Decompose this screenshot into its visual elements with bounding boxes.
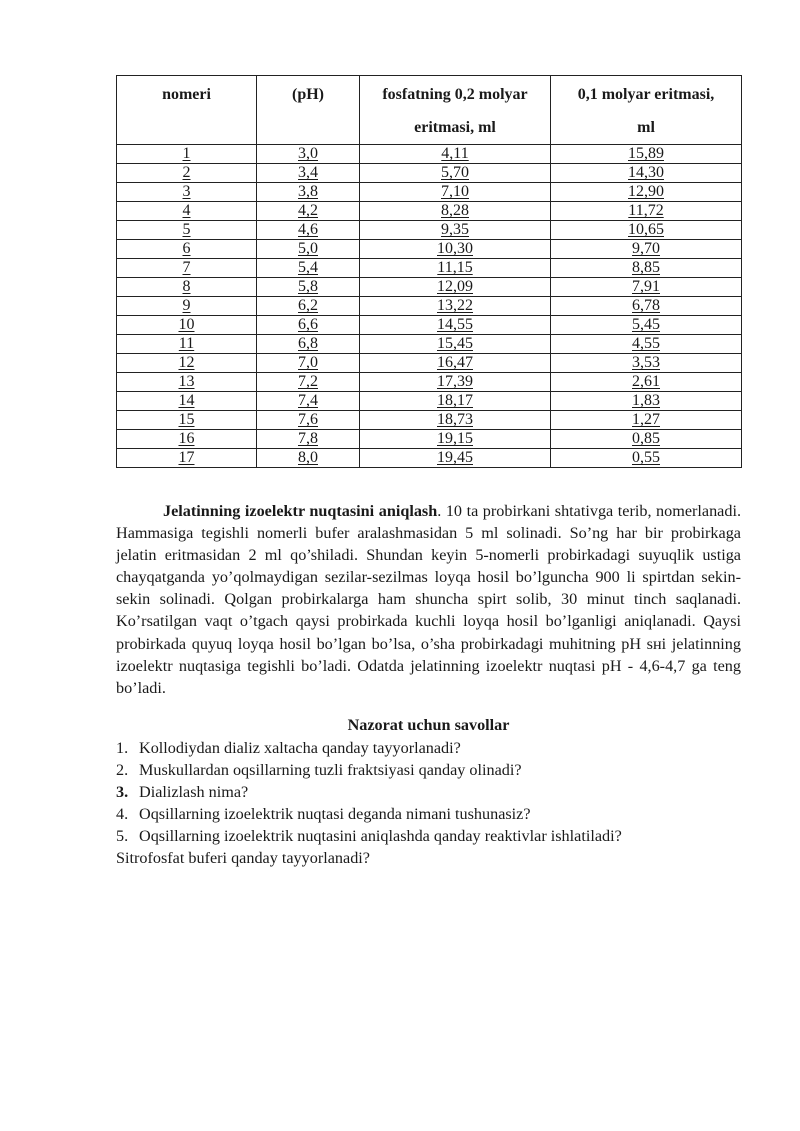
cell-ph: 7,8 [257,430,360,449]
method-text: . 10 ta probirkani shtativga terib, nomerlanadi. Hammasiga tegishli nomerli bufer aralashmasidan 5 ml solinadi. So’ng har bir probirkaga jelatin eritmasidan 2 ml qo’shiladi. Shundan keyin 5-nomerli probirkadagi suyuqlik ustiga chayqatganda yo’qolmaydigan sezilar-sezilmas loyqa hosil bo’lguncha 900 li spirtdan sekin-sekin solinadi. Qolgan probirkalarga ham shuncha spirt solib, 30 minut tinch saqlanadi. Ko’rsatilgan vaqt o’tgach qaysi probirkada kuchli loyqa hosil bo’lganligi aniqlanadi. Qaysi probirkada quyuq loyqa hosil bo’lgan bo’lsa, o’sha probirkadagi muhitning pH sнi jelatinning izoelektr nuqtasiga tegishli bo’ladi. Odatda jelatinning izoelektr nuqtasi pH - 4,6-4,7 ga teng bo’ladi. [116,502,741,697]
cell-ph: 6,2 [257,297,360,316]
question-text: Kollodiydan dializ xaltacha qanday tayyorlanadi? [139,739,461,757]
table-row [117,392,742,411]
cell-number: 16 [117,430,257,449]
table-row [117,430,742,449]
question-number: 5. [116,827,129,846]
cell-phosphate-ml: 12,09 [360,278,551,297]
question-item [116,803,741,825]
cell-phosphate-ml: 18,73 [360,411,551,430]
cell-citric-ml: 14,30 [551,164,742,183]
cell-citric-ml: 7,91 [551,278,742,297]
cell-phosphate-ml: 8,28 [360,202,551,221]
cell-ph: 6,8 [257,335,360,354]
cell-number: 7 [117,259,257,278]
cell-ph: 8,0 [257,449,360,468]
cell-ph: 7,4 [257,392,360,411]
cell-citric-ml: 0,55 [551,449,742,468]
cell-ph: 4,2 [257,202,360,221]
cell-phosphate-ml: 10,30 [360,240,551,259]
cell-number: 13 [117,373,257,392]
cell-citric-ml: 6,78 [551,297,742,316]
question-text: Muskullardan oqsillarning tuzli fraktsiyasi qanday olinadi? [139,761,522,780]
cell-phosphate-ml: 15,45 [360,335,551,354]
cell-phosphate-ml: 7,10 [360,183,551,202]
cell-number: 12 [117,354,257,373]
cell-phosphate-ml: 19,15 [360,430,551,449]
table-body [117,145,742,468]
question-number: 3. [116,783,129,802]
cell-ph: 7,6 [257,411,360,430]
cell-citric-ml: 11,72 [551,202,742,221]
cell-citric-ml: 5,45 [551,316,742,335]
cell-ph: 7,0 [257,354,360,373]
cell-phosphate-ml: 13,22 [360,297,551,316]
cell-number: 4 [117,202,257,221]
cell-ph: 3,4 [257,164,360,183]
questions-title: Nazorat uchun savollar [347,716,510,734]
question-number: 4. [116,805,129,824]
cell-citric-ml: 1,27 [551,411,742,430]
question-item [116,781,741,803]
cell-ph: 5,0 [257,240,360,259]
table-row [117,373,742,392]
cell-number: 1 [117,145,257,164]
cell-phosphate-ml: 19,45 [360,449,551,468]
cell-phosphate-ml: 9,35 [360,221,551,240]
table-row [117,354,742,373]
table-row [117,297,742,316]
question-text: Dializlash nima? [139,783,249,802]
cell-citric-ml: 4,55 [551,335,742,354]
cell-ph: 3,8 [257,183,360,202]
cell-citric-ml: 12,90 [551,183,742,202]
cell-ph: 6,6 [257,316,360,335]
cell-citric-ml: 9,70 [551,240,742,259]
cell-phosphate-ml: 11,15 [360,259,551,278]
table-row [117,316,742,335]
method-heading: Jelatinning izoelektr nuqtasini aniqlash [163,502,438,520]
header-phosphate: fosfatning 0,2 molyar eritmasi, ml [360,76,551,145]
question-item [116,847,741,869]
cell-number: 5 [117,221,257,240]
cell-number: 2 [117,164,257,183]
table-row [117,164,742,183]
method-paragraph [116,500,741,699]
table-row [117,240,742,259]
table-row [117,202,742,221]
cell-ph: 3,0 [257,145,360,164]
table-row [117,259,742,278]
question-text: Oqsillarning izoelektrik nuqtasi deganda nimani tushunasiz? [139,805,531,824]
cell-number: 14 [117,392,257,411]
table-row [117,221,742,240]
cell-number: 9 [117,297,257,316]
table-row [117,335,742,354]
cell-number: 3 [117,183,257,202]
question-text: Oqsillarning izoelektrik nuqtasini aniqlashda qanday reaktivlar ishlatiladi? [139,827,622,846]
cell-number: 15 [117,411,257,430]
cell-number: 17 [117,449,257,468]
table-row [117,278,742,297]
cell-number: 10 [117,316,257,335]
cell-ph: 5,4 [257,259,360,278]
cell-number: 8 [117,278,257,297]
table-header-row [117,76,742,145]
question-text: Sitrofosfat buferi qanday tayyorlanadi? [116,849,370,868]
cell-phosphate-ml: 17,39 [360,373,551,392]
question-number: 2. [116,761,129,780]
cell-citric-ml: 1,83 [551,392,742,411]
cell-ph: 7,2 [257,373,360,392]
question-number: 1. [116,739,129,757]
cell-number: 6 [117,240,257,259]
cell-phosphate-ml: 4,11 [360,145,551,164]
table-row [117,183,742,202]
question-item [116,737,741,759]
cell-citric-ml: 8,85 [551,259,742,278]
header-ph: (pH) [257,76,360,145]
buffer-table [116,75,742,468]
cell-citric-ml: 3,53 [551,354,742,373]
table-row [117,411,742,430]
table-row [117,449,742,468]
table-row [117,145,742,164]
cell-phosphate-ml: 14,55 [360,316,551,335]
question-item [116,825,741,847]
header-number: nomeri [117,76,257,145]
cell-citric-ml: 10,65 [551,221,742,240]
cell-phosphate-ml: 5,70 [360,164,551,183]
cell-citric-ml: 0,85 [551,430,742,449]
cell-citric-ml: 15,89 [551,145,742,164]
cell-ph: 5,8 [257,278,360,297]
cell-phosphate-ml: 16,47 [360,354,551,373]
cell-number: 11 [117,335,257,354]
header-citric: 0,1 molyar eritmasi, ml [551,76,742,145]
question-item [116,759,741,781]
cell-citric-ml: 2,61 [551,373,742,392]
cell-phosphate-ml: 18,17 [360,392,551,411]
cell-ph: 4,6 [257,221,360,240]
questions-list [116,737,741,870]
